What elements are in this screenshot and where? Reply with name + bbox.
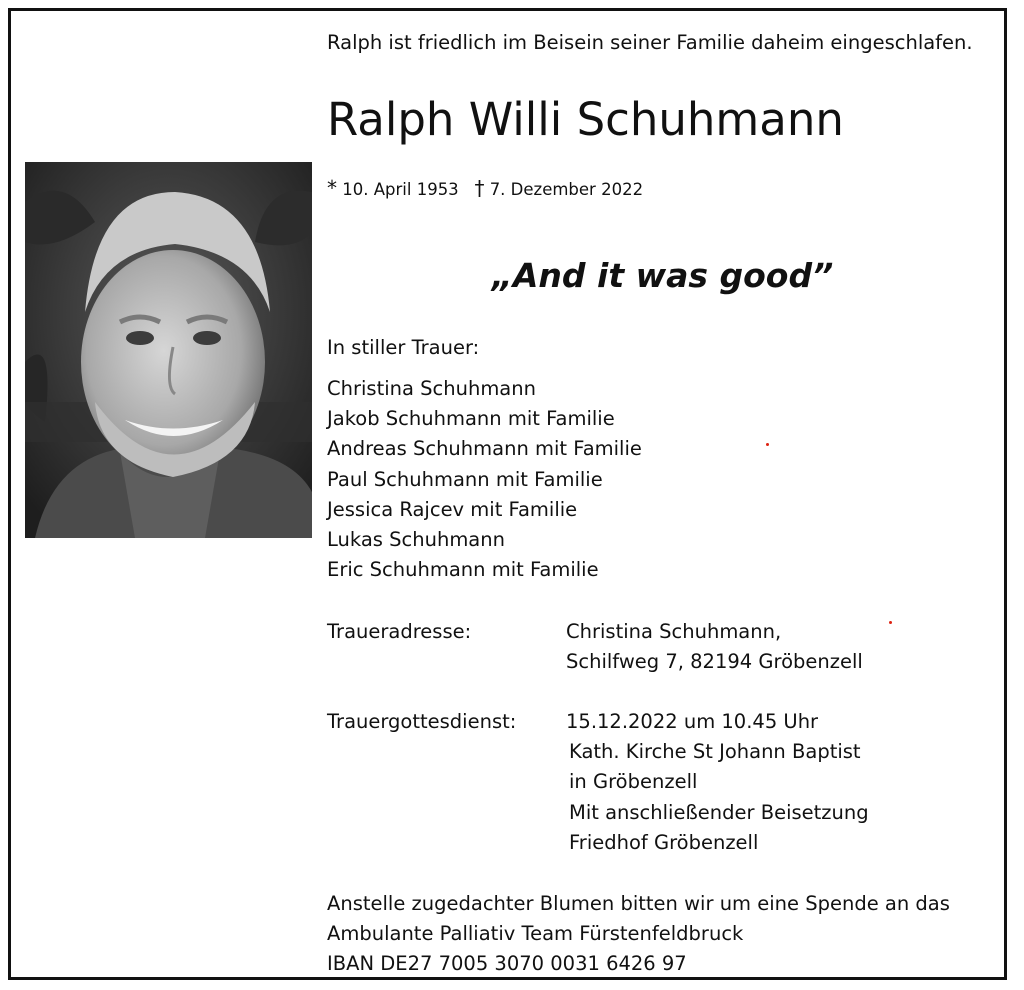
- service-line: Kath. Kirche St Johann Baptist: [569, 740, 861, 764]
- service-line: in Gröbenzell: [569, 770, 698, 794]
- mourners-list: [327, 374, 642, 585]
- mourning-label: In stiller Trauer:: [327, 336, 480, 359]
- donation-line: Ambulante Palliativ Team Fürstenfeldbruck: [327, 922, 744, 946]
- mourner-item: Paul Schuhmann mit Familie: [327, 467, 603, 491]
- mourner-item: Christina Schuhmann: [327, 377, 536, 400]
- motto-quote: „And it was good”: [491, 256, 834, 295]
- portrait-illustration: [25, 162, 312, 538]
- address-line: Christina Schuhmann,: [566, 620, 782, 643]
- service-line: 15.12.2022 um 10.45 Uhr: [566, 710, 819, 733]
- death-symbol: †: [474, 176, 485, 200]
- donation-line: Anstelle zugedachter Blumen bitten wir um eine Spende an das: [327, 892, 950, 915]
- service-line: Friedhof Gröbenzell: [569, 830, 759, 854]
- stray-dot: [889, 621, 892, 624]
- intro-text: Ralph ist friedlich im Beisein seiner Familie daheim eingeschlafen.: [327, 31, 973, 54]
- address-block: [566, 617, 863, 677]
- donation-iban: IBAN DE27 7005 3070 0031 6426 97: [327, 952, 687, 976]
- birth-date: 10. April 1953: [342, 180, 459, 199]
- mourner-item: Jessica Rajcev mit Familie: [327, 497, 578, 521]
- service-block: [566, 707, 869, 858]
- mourner-item: Eric Schuhmann mit Familie: [327, 558, 599, 582]
- life-dates: [327, 176, 643, 200]
- service-label: Trauergottesdienst:: [327, 710, 517, 733]
- stray-dot: [766, 443, 769, 446]
- deceased-name: Ralph Willi Schuhmann: [327, 93, 844, 146]
- death-date: 7. Dezember 2022: [489, 180, 644, 199]
- obituary-card: [8, 8, 1007, 980]
- address-line: Schilfweg 7, 82194 Gröbenzell: [566, 650, 863, 674]
- birth-symbol: *: [327, 176, 337, 200]
- mourner-item: Jakob Schuhmann mit Familie: [327, 407, 615, 431]
- mourner-item: Andreas Schuhmann mit Familie: [327, 437, 642, 461]
- mourner-item: Lukas Schuhmann: [327, 527, 505, 551]
- address-label: Traueradresse:: [327, 620, 472, 643]
- donation-note: [327, 889, 950, 980]
- portrait-photo: [25, 162, 312, 538]
- service-line: Mit anschließender Beisetzung: [569, 800, 869, 824]
